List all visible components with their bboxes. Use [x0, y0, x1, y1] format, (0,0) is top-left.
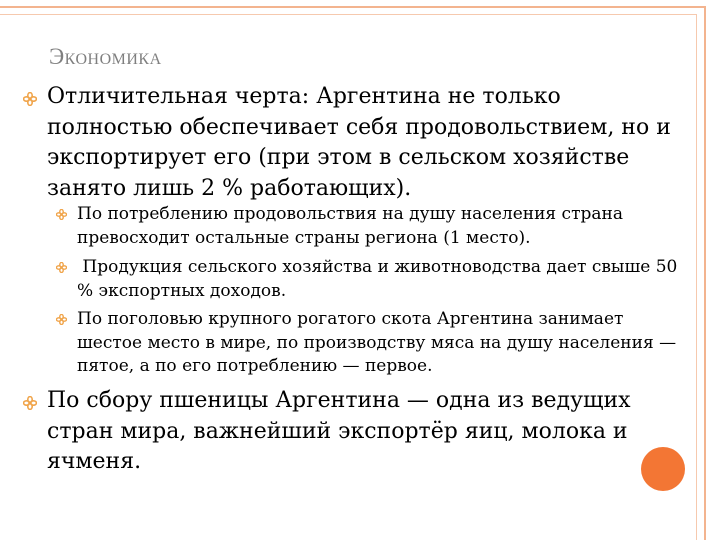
- flower-bullet-icon: [56, 209, 67, 220]
- slide-title: Экономика: [49, 44, 162, 69]
- sub-bullet-text: Продукция сельского хозяйства и животноводства дает свыше 50 % экспортных доходов.: [77, 257, 683, 301]
- sub-bullet-text: По поголовью крупного рогатого скота Аргентина занимает шестое место в мире, по производству мяса на душу населения — пятое, а по его потреблению — первое.: [77, 309, 677, 376]
- sub-bullet-text: По потреблению продовольствия на душу населения страна превосходит остальные страны региона (1 место).: [77, 204, 623, 248]
- frame-top-line: [0, 6, 704, 8]
- frame-top-inner-line: [0, 14, 696, 15]
- frame-right-inner-line: [696, 14, 697, 540]
- decorative-circle: [641, 447, 685, 491]
- bullet-text: Отличительная черта: Аргентина не только полностью обеспечивает себя продовольствием, но и экспортирует его (при этом в сельском хозяйстве занято лишь 2 % работающих).: [47, 84, 671, 201]
- frame-right-line: [704, 6, 706, 540]
- flower-bullet-icon: [23, 92, 37, 106]
- flower-bullet-icon: [56, 314, 67, 325]
- flower-bullet-icon: [56, 262, 67, 273]
- flower-bullet-icon: [23, 396, 37, 410]
- bullet-text: По сбору пшеницы Аргентина — одна из ведущих стран мира, важнейший экспортёр яиц, молока и ячменя.: [47, 388, 631, 474]
